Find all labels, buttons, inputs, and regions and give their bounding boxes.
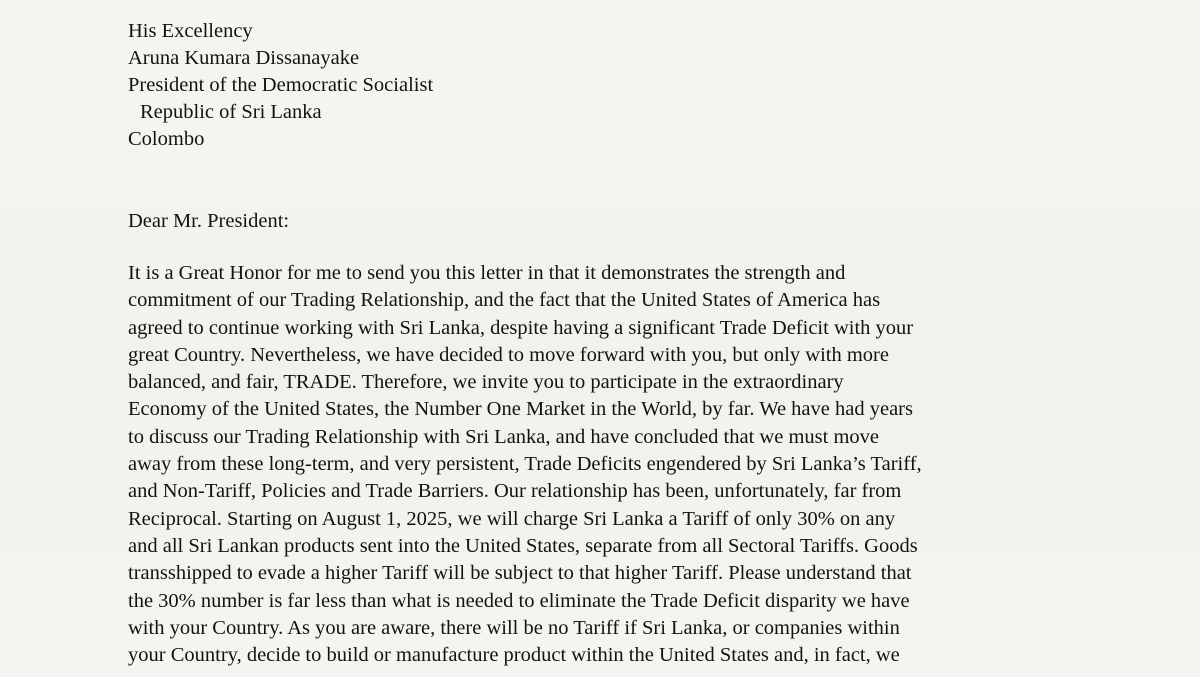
address-line-city: Colombo <box>128 128 205 150</box>
address-line-office: President of the Democratic Socialist <box>128 74 434 96</box>
letter-body-paragraph <box>128 260 922 669</box>
body-line: away from these long-term, and very persistent, Trade Deficits engendered by Sri Lanka’s Tariff, <box>128 453 922 476</box>
body-line: and all Sri Lankan products sent into the United States, separate from all Sectoral Tariffs. Goods <box>128 534 918 557</box>
address-line-title: His Excellency <box>128 20 253 42</box>
body-line: with your Country. As you are aware, there will be no Tariff if Sri Lanka, or companies within <box>128 616 900 639</box>
body-line: balanced, and fair, TRADE. Therefore, we invite you to participate in the extraordinary <box>128 371 844 394</box>
salutation: Dear Mr. President: <box>128 210 290 232</box>
address-line-country: Republic of Sri Lanka <box>140 101 322 123</box>
body-line: your Country, decide to build or manufacture product within the United States and, in fact, we <box>128 644 900 667</box>
body-line: the 30% number is far less than what is needed to eliminate the Trade Deficit disparity we have <box>128 589 910 612</box>
body-line: transshipped to evade a higher Tariff will be subject to that higher Tariff. Please understand that <box>128 562 912 585</box>
body-line: It is a Great Honor for me to send you this letter in that it demonstrates the strength and <box>128 262 846 284</box>
body-line: to discuss our Trading Relationship with Sri Lanka, and have concluded that we must move <box>128 425 879 448</box>
address-line-name: Aruna Kumara Dissanayake <box>128 47 360 69</box>
body-line: commitment of our Trading Relationship, and the fact that the United States of America has <box>128 289 881 312</box>
body-line: Economy of the United States, the Number One Market in the World, by far. We have had years <box>128 398 913 421</box>
body-line: and Non-Tariff, Policies and Trade Barriers. Our relationship has been, unfortunately, far from <box>128 480 902 503</box>
body-line: great Country. Nevertheless, we have decided to move forward with you, but only with more <box>128 343 889 366</box>
body-line: Reciprocal. Starting on August 1, 2025, we will charge Sri Lanka a Tariff of only 30% on any <box>128 507 896 530</box>
recipient-address-block <box>128 18 433 153</box>
body-line: agreed to continue working with Sri Lanka, despite having a significant Trade Deficit with your <box>128 316 914 339</box>
